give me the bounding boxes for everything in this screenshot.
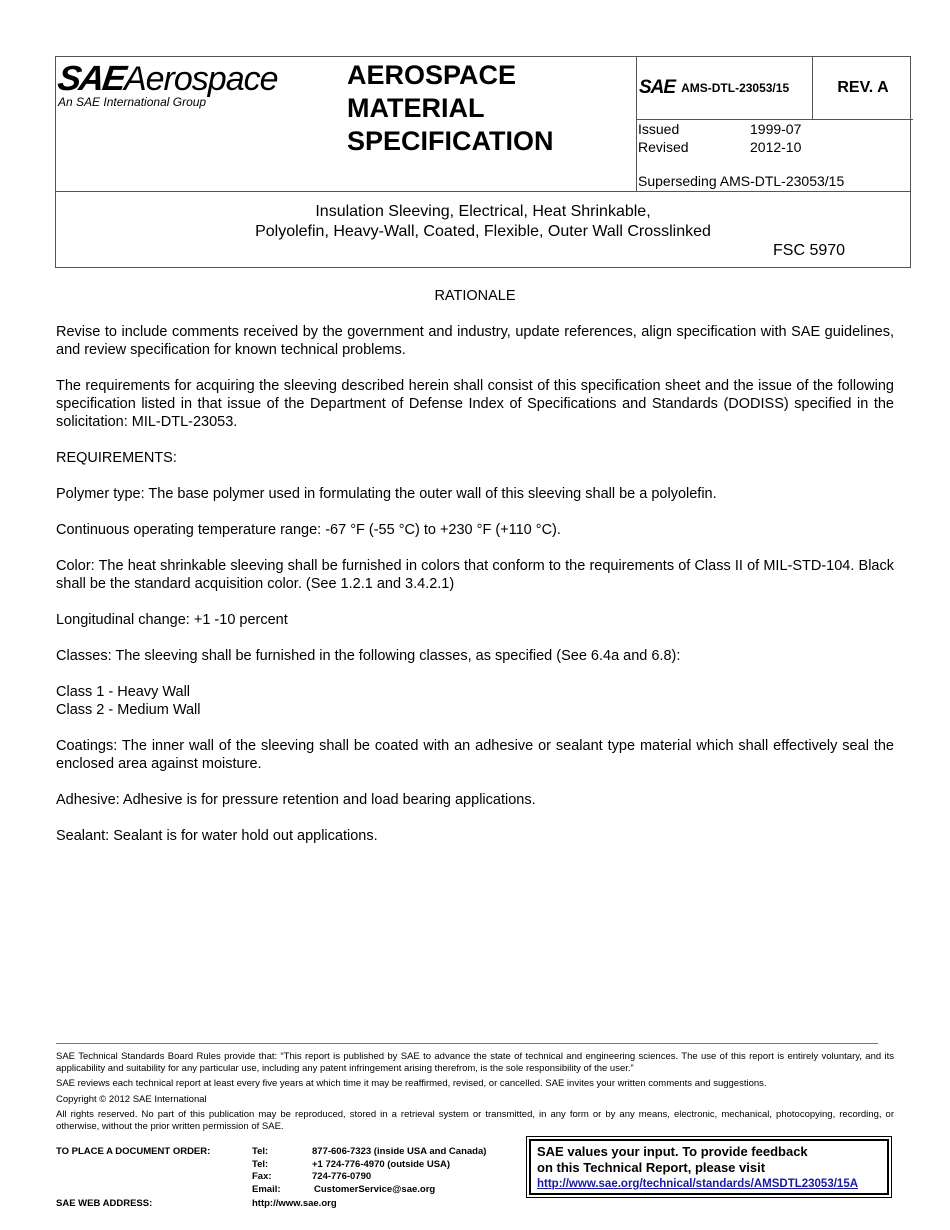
contact-values <box>294 1146 534 1196</box>
doc-number-row <box>637 57 913 120</box>
email-label: Email: <box>252 1183 281 1195</box>
requirements-intro: The requirements for acquiring the sleeving described herein shall consist of this specification sheet and the issue of the following specification listed in that issue of the Department of Defense Index of Specifications and Standards (DODISS) specified in the solicitation: MIL-DTL-23053. <box>56 378 894 430</box>
sae-aerospace-logo <box>55 59 278 109</box>
tel2-value: +1 724-776-4970 (outside USA) <box>312 1158 451 1170</box>
document-body <box>56 287 894 863</box>
contact-labels <box>252 1146 296 1196</box>
review-note: SAE reviews each technical report at least every five years at which time it may be reaffirmed, revised, or cancelled. SAE invites your written comments and suggestions. <box>56 1078 767 1089</box>
superseding-note: Superseding AMS-DTL-23053/15 <box>638 173 845 189</box>
subject-block <box>56 191 910 268</box>
class-2: Class 2 - Medium Wall <box>56 702 201 718</box>
footer-divider <box>56 1043 878 1044</box>
logo-brand: SAE <box>55 59 127 98</box>
revision-label: REV. A <box>837 79 889 96</box>
longitudinal-change: Longitudinal change: +1 -10 percent <box>56 612 288 628</box>
order-label: TO PLACE A DOCUMENT ORDER: <box>56 1146 211 1157</box>
document-info-box <box>636 57 913 191</box>
rights-reserved: All rights reserved. No part of this publication may be reproduced, stored in a retrieval system or transmitted, in any form or by any means, electronic, mechanical, photocopying, recording, or otherwise, without the prior written permission of SAE. <box>56 1109 894 1132</box>
logo-word: Aerospace <box>123 60 278 98</box>
coatings: Coatings: The inner wall of the sleeving shall be coated with an adhesive or sealant type material which shall effectively seal the enclosed area against moisture. <box>56 738 894 772</box>
document-type-title <box>347 59 554 158</box>
doc-number-cell <box>637 57 813 119</box>
email-value[interactable]: CustomerService@sae.org <box>314 1183 436 1195</box>
subject-title <box>56 202 910 242</box>
tel2-label: Tel: <box>252 1158 269 1170</box>
issued-value: 1999-07 <box>750 121 802 137</box>
sae-mini-logo: SAE <box>639 77 676 98</box>
footer-legal <box>56 1051 894 1136</box>
feedback-link[interactable]: http://www.sae.org/technical/standards/AMSDTL23053/15A <box>537 1178 859 1190</box>
title-line: AEROSPACE <box>347 60 517 90</box>
rationale-text: Revise to include comments received by the government and industry, update references, align specification with SAE guidelines, and review specification for known technical problems. <box>56 324 894 358</box>
fax-value: 724-776-0790 <box>312 1171 372 1182</box>
copyright: Copyright © 2012 SAE International <box>56 1093 207 1105</box>
temperature-range: Continuous operating temperature range: -67 °F (-55 °C) to +230 °F (+110 °C). <box>56 522 561 538</box>
polymer-type: Polymer type: The base polymer used in formulating the outer wall of this sleeving shall be a polyolefin. <box>56 486 717 502</box>
feedback-inner <box>529 1139 889 1195</box>
title-line: SPECIFICATION <box>347 126 554 156</box>
feedback-box <box>526 1136 892 1198</box>
classes-intro: Classes: The sleeving shall be furnished in the following classes, as specified (See 6.4a and 6.8): <box>56 648 681 664</box>
class-1: Class 1 - Heavy Wall <box>56 684 191 700</box>
board-rules: SAE Technical Standards Board Rules provide that: “This report is published by SAE to advance the state of technical and engineering sciences. The use of this report is entirely voluntary, and its applicability and suitability for any particular use, including any patent infringement arising therefrom, is the sole responsibility of the user.” <box>56 1051 894 1074</box>
color-requirement: Color: The heat shrinkable sleeving shall be furnished in colors that conform to the requirements of Class II of MIL-STD-104. Black shall be the standard acquisition color. (See 1.2.1 and 3.4.2.1) <box>56 558 894 592</box>
requirements-heading: REQUIREMENTS: <box>56 450 177 466</box>
revised-value: 2012-10 <box>750 139 802 155</box>
tel-label: Tel: <box>252 1146 269 1157</box>
issued-label: Issued <box>638 121 680 137</box>
web-address-link[interactable]: http://www.sae.org <box>252 1198 337 1209</box>
feedback-line-1: SAE values your input. To provide feedback <box>537 1144 808 1159</box>
rationale-heading: RATIONALE <box>434 288 516 304</box>
fax-label: Fax: <box>252 1171 272 1182</box>
title-line: MATERIAL <box>347 93 485 123</box>
feedback-line-2: on this Technical Report, please visit <box>537 1160 766 1175</box>
fsc-code: FSC 5970 <box>773 242 846 259</box>
header-top-row <box>56 57 910 192</box>
document-header <box>55 56 911 268</box>
web-label: SAE WEB ADDRESS: <box>56 1198 153 1209</box>
doc-number: AMS-DTL-23053/15 <box>681 81 790 95</box>
date-block <box>638 120 801 156</box>
logo-subtitle: An SAE International Group <box>58 95 207 109</box>
tel-value: 877-606-7323 (inside USA and Canada) <box>312 1146 487 1157</box>
subject-line-2: Polyolefin, Heavy-Wall, Coated, Flexible, Outer Wall Crosslinked <box>255 223 711 240</box>
revised-label: Revised <box>638 139 689 155</box>
adhesive: Adhesive: Adhesive is for pressure retention and load bearing applications. <box>56 792 536 808</box>
sealant: Sealant: Sealant is for water hold out applications. <box>56 828 378 844</box>
subject-line-1: Insulation Sleeving, Electrical, Heat Shrinkable, <box>315 203 651 220</box>
